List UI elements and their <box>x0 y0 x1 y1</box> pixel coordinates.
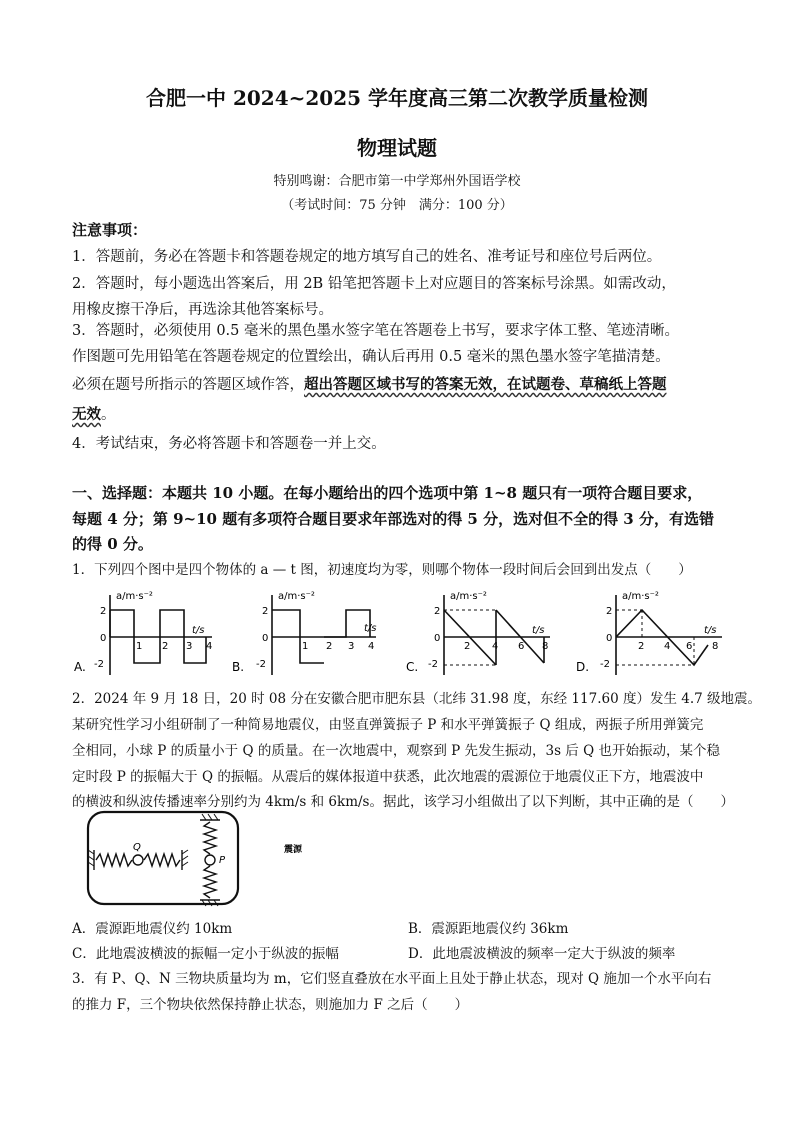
q1-stem: 1．下列四个图中是四个物体的 a — t 图，初速度均为零，则哪个物体一段时间后会回到出发点（ ） <box>72 562 692 578</box>
notice-item-4: 4．考试结束，务必将答题卡和答题卷一并上交。 <box>72 436 386 452</box>
notice-item-3c <box>72 373 667 394</box>
q1d-option: D. <box>576 660 590 674</box>
q2-line-1: 2．2024 年 9 月 18 日，20 时 08 分在安徽合肥市肥东县（北纬 31.98 度，东经 117.60 度）发生 4.7 级地震。 <box>72 691 761 707</box>
q1c-ytick-bottom: -2 <box>428 659 438 670</box>
q3-line-2: 的推力 F，三个物块依然保持静止状态，则施加力 F 之后（ ） <box>72 997 469 1013</box>
q1b-ylabel: a/m·s⁻² <box>278 591 315 602</box>
q2-option-a: A．震源距地震仪约 10km <box>72 921 233 937</box>
subject-title: 物理试题 <box>357 136 437 160</box>
q1a-ytick-top: 2 <box>100 606 107 617</box>
q2-line-5: 的横波和纵波传播速率分别约为 4km/s 和 6km/s。据此，该学习小组做出了以下判断，其中正确的是（ ） <box>72 794 734 810</box>
q1b-xtick-4: 4 <box>368 641 375 652</box>
q1a-ytick-zero: 0 <box>100 633 107 644</box>
section1-line-2: 每题 4 分；第 9~10 题有多项符合题目要求年部选对的得 5 分，选对但不全的得 3 分，有选错 <box>72 510 714 528</box>
notice-item-3a: 3．答题时，必须使用 0.5 毫米的黑色墨水签字笔在答题卷上书写，要求字体工整、笔迹清晰。 <box>72 323 679 339</box>
q1d-ytick-top: 2 <box>606 606 613 617</box>
q1a-ytick-bottom: -2 <box>94 659 104 670</box>
q1c-xlabel: t/s <box>532 625 545 636</box>
q2-option-d: D．此地震波横波的频率一定大于纵波的频率 <box>408 946 676 962</box>
notice-item-2a: 2．答题时，每小题选出答案后，用 2B 铅笔把答题卡上对应题目的答案标号涂黑。如需改动， <box>72 276 676 292</box>
notice-heading: 注意事项： <box>72 221 148 239</box>
q1b-xtick-1: 1 <box>302 641 309 652</box>
q2-label-q: Q <box>133 842 141 853</box>
q1b-ytick-zero: 0 <box>262 633 269 644</box>
q1d-xtick-2: 2 <box>638 641 645 652</box>
notice-item-3d <box>72 403 116 424</box>
q1-graph-a <box>72 585 222 680</box>
exam-info: （考试时间：75 分钟 满分：100 分） <box>281 198 513 213</box>
q2-label-source: 震源 <box>284 845 303 855</box>
notice-item-3c-emphasis: 超出答题区域书写的答案无效，在试题卷、草稿纸上答题 <box>304 376 667 393</box>
q1b-xlabel: t/s <box>364 623 377 634</box>
q2-line-3: 全相同，小球 P 的质量小于 Q 的质量。在一次地震中，观察到 P 先发生振动，3s 后 Q 也开始振动，某个稳 <box>72 743 720 759</box>
q1-graph-b <box>228 585 388 680</box>
q1d-xtick-8: 8 <box>712 641 719 652</box>
q1a-xtick-1: 1 <box>136 641 143 652</box>
q2-line-4: 定时段 P 的振幅大于 Q 的振幅。从震后的媒体报道中获悉，此次地震的震源位于地震仪正下方，地震波中 <box>72 769 704 785</box>
q1b-ytick-top: 2 <box>262 606 269 617</box>
notice-item-3d-end: 。 <box>101 407 116 423</box>
q1c-option: C. <box>406 660 419 674</box>
notice-item-3b: 作图题可先用铅笔在答题卷规定的位置绘出，确认后再用 0.5 毫米的黑色墨水签字笔描清楚。 <box>72 349 670 365</box>
q2-seismometer-figure <box>86 810 326 910</box>
q2-option-b: B．震源距地震仪约 36km <box>408 921 569 937</box>
q1a-ylabel: a/m·s⁻² <box>116 591 153 602</box>
notice-item-2b: 用橡皮擦干净后，再选涂其他答案标号。 <box>72 302 333 318</box>
q1d-xlabel: t/s <box>704 625 717 636</box>
q2-label-p: P <box>219 855 226 866</box>
q1a-xtick-4: 4 <box>206 641 213 652</box>
q1c-ytick-zero: 0 <box>434 633 441 644</box>
q1c-xtick-8: 8 <box>542 641 549 652</box>
q1c-ytick-top: 2 <box>434 606 441 617</box>
q1b-option: B. <box>232 660 245 674</box>
section1-line-1: 一、选择题：本题共 10 小题。在每小题给出的四个选项中第 1~8 题只有一项符合题目要求， <box>72 484 703 502</box>
q1c-xtick-2: 2 <box>464 641 471 652</box>
q1-graph-c <box>400 585 560 680</box>
q1a-xtick-2: 2 <box>162 641 169 652</box>
notice-item-1: 1．答题前，务必在答题卡和答题卷规定的地方填写自己的姓名、准考证号和座位号后两位。 <box>72 249 662 265</box>
q1c-xtick-6: 6 <box>518 641 525 652</box>
q1c-ylabel: a/m·s⁻² <box>450 591 487 602</box>
q1c-xtick-4: 4 <box>492 641 499 652</box>
q1-graph-d <box>572 585 732 680</box>
q1b-ytick-bottom: -2 <box>256 659 266 670</box>
q1a-xlabel: t/s <box>192 625 205 636</box>
q1b-xtick-3: 3 <box>348 641 355 652</box>
thanks-line: 特别鸣谢：合肥市第一中学郑州外国语学校 <box>273 174 521 189</box>
q1d-xtick-6: 6 <box>686 641 693 652</box>
section1-line-3: 的得 0 分。 <box>72 535 153 553</box>
q1a-option: A. <box>74 660 86 674</box>
q1d-xtick-4: 4 <box>664 641 671 652</box>
q1a-xtick-3: 3 <box>186 641 193 652</box>
notice-item-3c-plain: 必须在题号所指示的答题区域作答， <box>72 377 304 393</box>
exam-title: 合肥一中 2024~2025 学年度高三第二次教学质量检测 <box>145 86 648 110</box>
q1d-ytick-zero: 0 <box>606 633 613 644</box>
q3-line-1: 3．有 P、Q、N 三物块质量均为 m，它们竖直叠放在水平面上且处于静止状态，现对 Q 施加一个水平向右 <box>72 971 712 987</box>
notice-item-3d-emphasis: 无效 <box>72 406 101 423</box>
q2-line-2: 某研究性学习小组研制了一种简易地震仪，由竖直弹簧振子 P 和水平弹簧振子 Q 组成，两振子所用弹簧完 <box>72 717 704 733</box>
q1d-ylabel: a/m·s⁻² <box>622 591 659 602</box>
q1b-xtick-2: 2 <box>326 641 333 652</box>
q1d-ytick-bottom: -2 <box>600 659 610 670</box>
q2-option-c: C．此地震波横波的振幅一定小于纵波的振幅 <box>72 946 339 962</box>
